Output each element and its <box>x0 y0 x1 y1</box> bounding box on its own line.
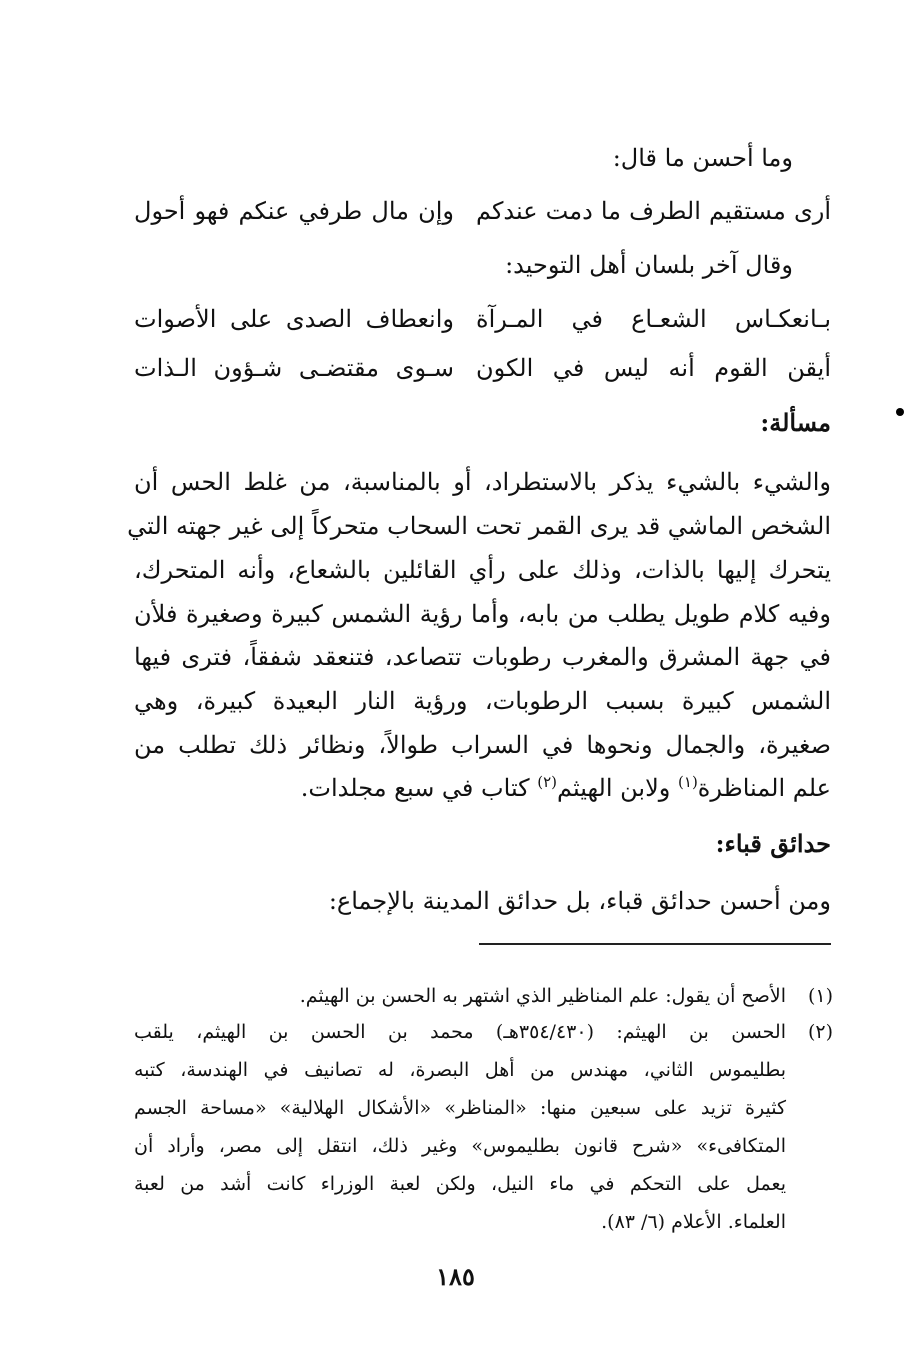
verse-3-first-hemistich: أيقن القوم أنه ليس في الكون <box>476 354 831 382</box>
paragraph-line-7: صغيرة، والجمال ونحوها في السراب طوالاً، ونظائر ذلك تطلب من <box>134 731 831 759</box>
paragraph-line-4: وفيه كلام طويل يطلب من بابه، وأما رؤية الشمس كبيرة وصغيرة فلأن <box>134 600 831 628</box>
verse-1-second-hemistich: وإن مال طرفي عنكم فهو أحول <box>134 197 454 225</box>
footnote-2-line-1: الحسن بن الهيثم: (٣٥٤/٤٣٠هـ) محمد بن الحسن بن الهيثم، يلقب <box>134 1021 786 1043</box>
verse-2-first-hemistich: بـانعكـاس الشعـاع في المـرآة <box>476 305 831 333</box>
intro-line-3: ومن أحسن حدائق قباء، بل حدائق المدينة بالإجماع: <box>328 887 831 915</box>
footnote-2-line-4: المتكافىء» «شرح قانون بطليموس» وغير ذلك، انتقل إلى مصر، وأراد أن <box>134 1135 786 1157</box>
footnote-1-text: الأصح أن يقول: علم المناظير الذي اشتهر به الحسن بن الهيثم. <box>299 985 786 1007</box>
footnote-2-line-3: كثيرة تزيد على سبعين منها: «المناظر» «الأشكال الهلالية» «مساحة الجسم <box>134 1097 786 1119</box>
footnote-2-line-2: بطليموس الثاني، مهندس من أهل البصرة، له تصانيف في الهندسة، كتبه <box>134 1059 786 1081</box>
paragraph-line-2: الشخص الماشي قد يرى القمر تحت السحاب متحركاً إلى غير جهته التي <box>127 512 831 540</box>
verse-3-second-hemistich: سـوى مقتضـى شـؤون الـذات <box>134 354 454 382</box>
paragraph-line-5: في جهة المشرق والمغرب رطوبات تتصاعد، فتنعقد شفقاً، فترى فيها <box>134 643 831 671</box>
footnote-2-number: (٢) <box>807 1021 833 1043</box>
footnote-2-line-5: يعمل على التحكم في ماء النيل، ولكن لعبة الوزراء كانت أشد من لعبة <box>134 1173 786 1195</box>
paragraph-line-6: الشمس كبيرة بسبب الرطوبات، ورؤية النار البعيدة كبيرة، وهي <box>134 687 831 715</box>
verse-2-second-hemistich: وانعطاف الصدى على الأصوات <box>134 305 454 333</box>
footnote-ref-1: (١) <box>678 773 698 791</box>
intro-line-1: وما أحسن ما قال: <box>612 144 793 172</box>
footnote-ref-2: (٢) <box>537 773 558 791</box>
intro-line-2: وقال آخر بلسان أهل التوحيد: <box>505 251 793 279</box>
page-number: ١٨٥ <box>436 1262 475 1291</box>
scan-mark <box>896 408 904 416</box>
verse-1-first-hemistich: أرى مستقيم الطرف ما دمت عندكم <box>476 197 831 225</box>
section-heading-masala: مسألة: <box>760 408 831 437</box>
footnote-separator <box>479 943 831 945</box>
last-line-part-1: علم المناظرة <box>697 774 831 802</box>
paragraph-last-line <box>301 775 831 800</box>
footnote-2-line-6: العلماء. الأعلام (٦/ ٨٣). <box>601 1211 786 1233</box>
paragraph-line-1: والشيء بالشيء يذكر بالاستطراد، أو بالمناسبة، من غلط الحس أن <box>134 468 831 496</box>
last-line-part-2: ولابن الهيثم <box>557 774 679 802</box>
paragraph-line-3: يتحرك إليها بالذات، وذلك على رأي القائلين بالشعاع، وأنه المتحرك، <box>134 556 832 584</box>
last-line-part-3: كتاب في سبع مجلدات. <box>300 774 538 802</box>
footnote-1-number: (١) <box>807 985 833 1007</box>
section-heading-qubaa: حدائق قباء: <box>715 829 831 858</box>
